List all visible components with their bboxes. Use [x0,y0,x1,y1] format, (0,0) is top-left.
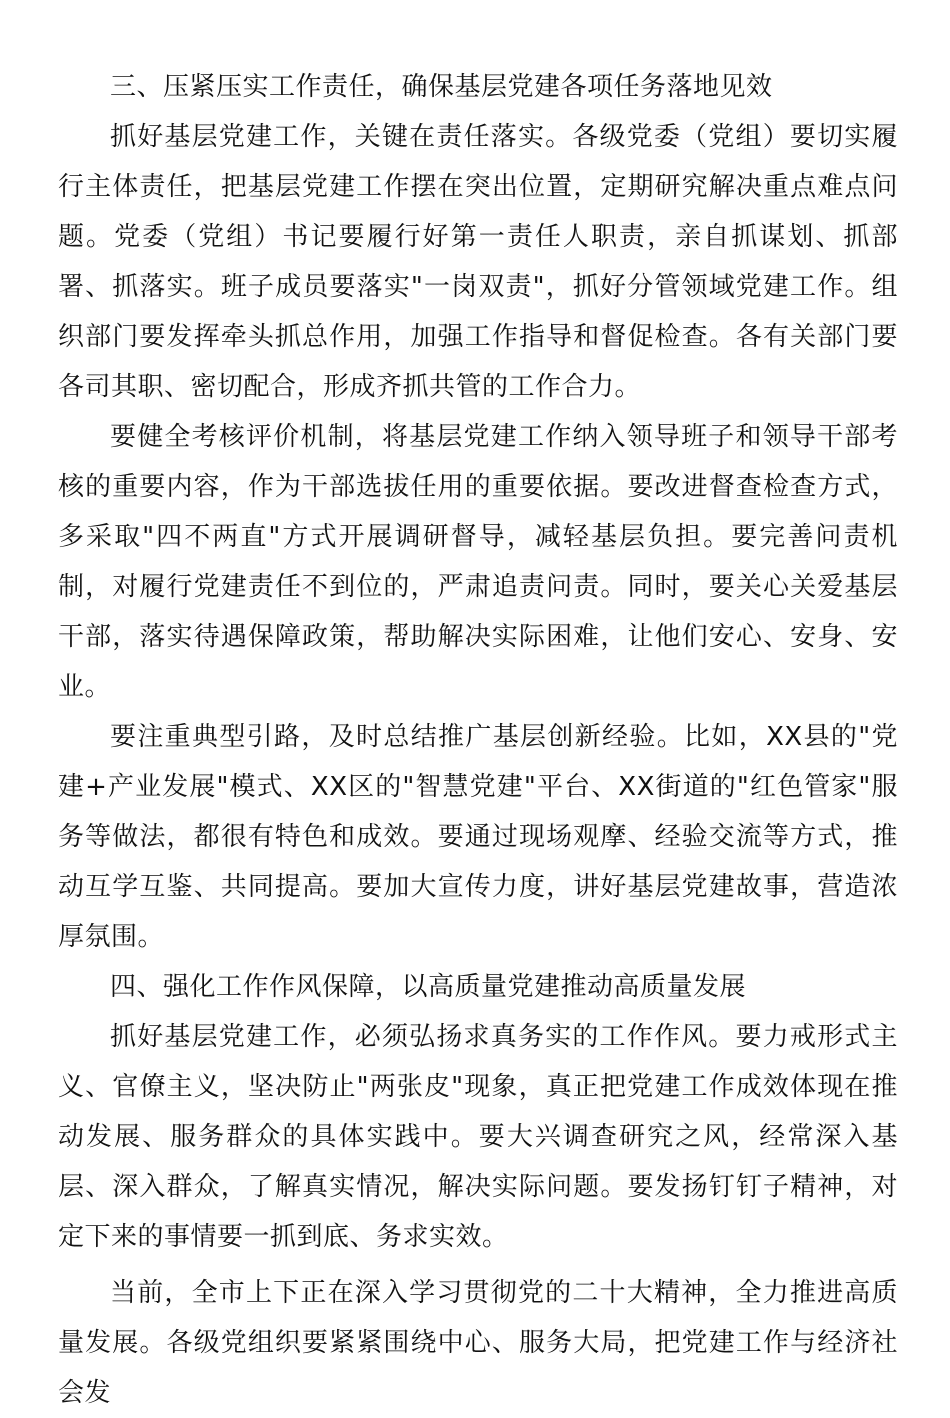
document-body [58,62,898,1418]
paragraph-assessment: 要健全考核评价机制，将基层党建工作纳入领导班子和领导干部考核的重要内容，作为干部选拔任用的重要依据。要改进督查检查方式，多采取"四不两直"方式开展调研督导，减轻基层负担。要完善问责机制，对履行党建责任不到位的，严肃追责问责。同时，要关心关爱基层干部，落实待遇保障政策，帮助解决实际困难，让他们安心、安身、安业。 [58,422,898,702]
paragraph-current: 当前，全市上下正在深入学习贯彻党的二十大精神，全力推进高质量发展。各级党组织要紧紧围绕中心、服务大局，把党建工作与经济社会发 [58,1278,898,1408]
paragraph-work-style: 抓好基层党建工作，必须弘扬求真务实的工作作风。要力戒形式主义、官僚主义，坚决防止"两张皮"现象，真正把党建工作成效体现在推动发展、服务群众的具体实践中。要大兴调查研究之风，经常深入基层、深入群众，了解真实情况，解决实际问题。要发扬钉钉子精神，对定下来的事情要一抓到底、务求实效。 [58,1022,898,1252]
section-heading-4: 四、强化工作作风保障，以高质量党建推动高质量发展 [110,972,747,1002]
section-heading-3: 三、压紧压实工作责任，确保基层党建各项任务落地见效 [110,72,773,102]
paragraph-models: 要注重典型引路，及时总结推广基层创新经验。比如，XX县的"党建+产业发展"模式、XX区的"智慧党建"平台、XX街道的"红色管家"服务等做法，都很有特色和成效。要通过现场观摩、经验交流等方式，推动互学互鉴、共同提高。要加大宣传力度，讲好基层党建故事，营造浓厚氛围。 [58,722,898,952]
paragraph-responsibility: 抓好基层党建工作，关键在责任落实。各级党委（党组）要切实履行主体责任，把基层党建工作摆在突出位置，定期研究解决重点难点问题。党委（党组）书记要履行好第一责任人职责，亲自抓谋划、抓部署、抓落实。班子成员要落实"一岗双责"，抓好分管领域党建工作。组织部门要发挥牵头抓总作用，加强工作指导和督促检查。各有关部门要各司其职、密切配合，形成齐抓共管的工作合力。 [58,122,898,402]
